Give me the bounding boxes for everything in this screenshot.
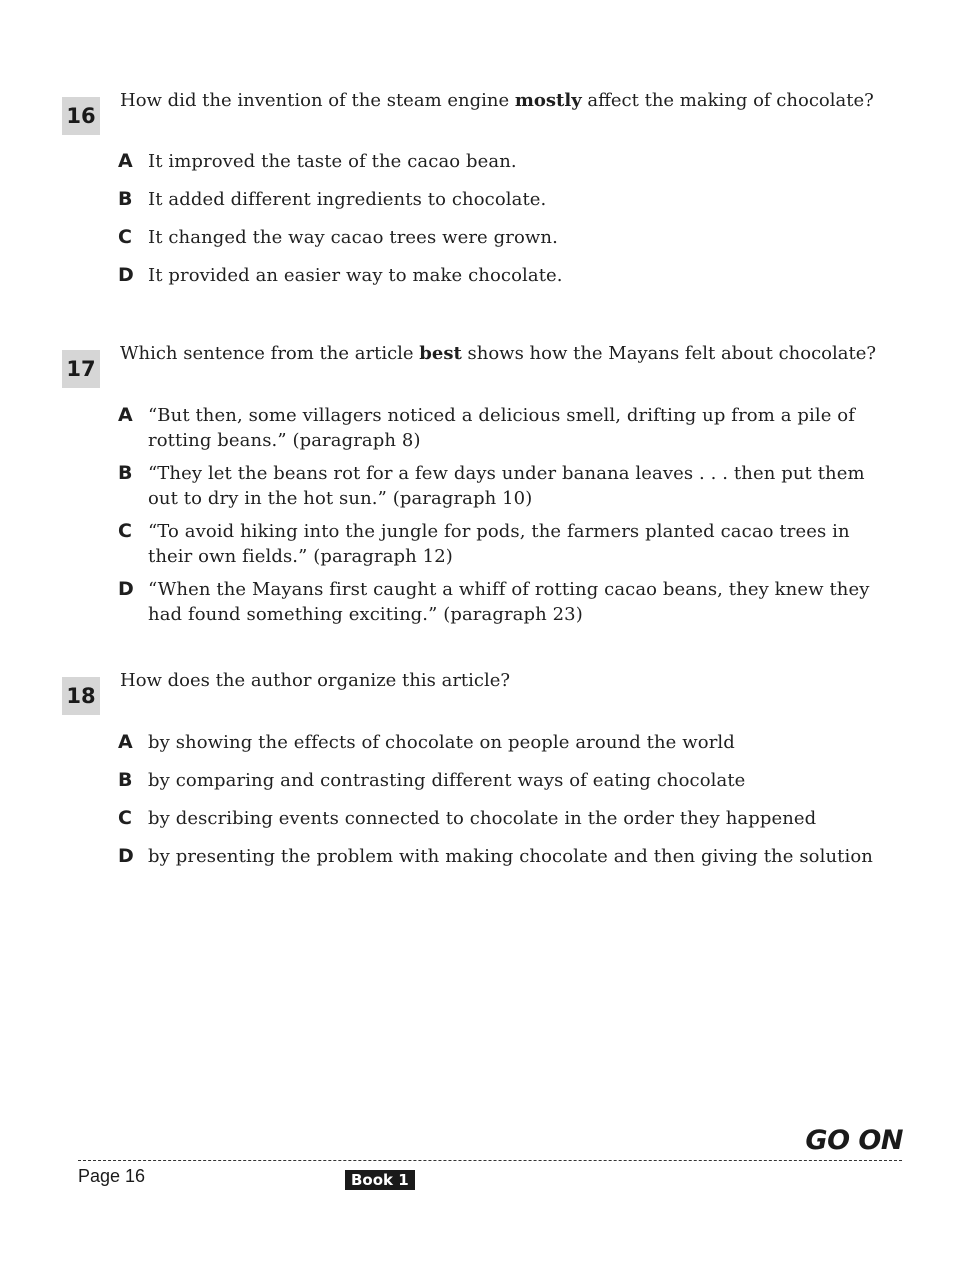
option-letter: B [118,769,133,791]
option-d[interactable] [118,263,888,288]
option-text: “But then, some villagers noticed a delicious smell, drifting up from a pile of rotting beans.” (paragraph 8) [148,405,855,451]
option-letter: B [118,188,133,210]
option-letter: A [118,150,133,172]
option-letter: B [118,462,133,484]
option-letter: C [118,226,132,248]
option-c[interactable] [118,519,888,569]
option-text: It added different ingredients to chocolate. [148,189,547,210]
question-stem: Which sentence from the article best shows how the Mayans felt about chocolate? [120,343,877,364]
option-text: It changed the way cacao trees were grown. [148,227,558,248]
option-text: by showing the effects of chocolate on people around the world [148,732,735,753]
answer-options [118,149,888,288]
option-a[interactable] [118,149,888,174]
option-letter: D [118,845,134,867]
go-on-label: GO ON [805,1125,903,1156]
footer-divider [78,1160,902,1161]
option-a[interactable] [118,730,888,755]
answer-options [118,730,888,869]
option-letter: A [118,404,133,426]
option-d[interactable] [118,844,888,869]
option-text: by presenting the problem with making chocolate and then giving the solution [148,846,873,867]
question-stem: How did the invention of the steam engine mostly affect the making of chocolate? [120,90,874,111]
book-label: Book 1 [345,1170,415,1190]
answer-options [118,403,888,627]
option-text: It provided an easier way to make chocolate. [148,265,563,286]
option-text: It improved the taste of the cacao bean. [148,151,517,172]
option-letter: A [118,731,133,753]
option-d[interactable] [118,577,888,627]
option-text: by describing events connected to chocolate in the order they happened [148,808,817,829]
option-b[interactable] [118,768,888,793]
option-b[interactable] [118,187,888,212]
option-c[interactable] [118,806,888,831]
option-text: by comparing and contrasting different ways of eating chocolate [148,770,746,791]
question-number: 16 [62,97,100,135]
option-text: “They let the beans rot for a few days under banana leaves . . . then put them out to dry in the hot sun.” (paragraph 10) [148,463,865,509]
option-a[interactable] [118,403,888,453]
option-b[interactable] [118,461,888,511]
option-letter: D [118,264,134,286]
question-number: 18 [62,677,100,715]
option-text: “To avoid hiking into the jungle for pods, the farmers planted cacao trees in their own fields.” (paragraph 12) [148,521,850,567]
option-letter: D [118,578,134,600]
page-number: Page 16 [78,1166,146,1186]
option-c[interactable] [118,225,888,250]
option-text: “When the Mayans first caught a whiff of rotting cacao beans, they knew they had found something exciting.” (paragraph 23) [148,579,870,625]
option-letter: C [118,520,132,542]
question-number: 17 [62,350,100,388]
option-letter: C [118,807,132,829]
question-stem: How does the author organize this article? [120,670,511,691]
